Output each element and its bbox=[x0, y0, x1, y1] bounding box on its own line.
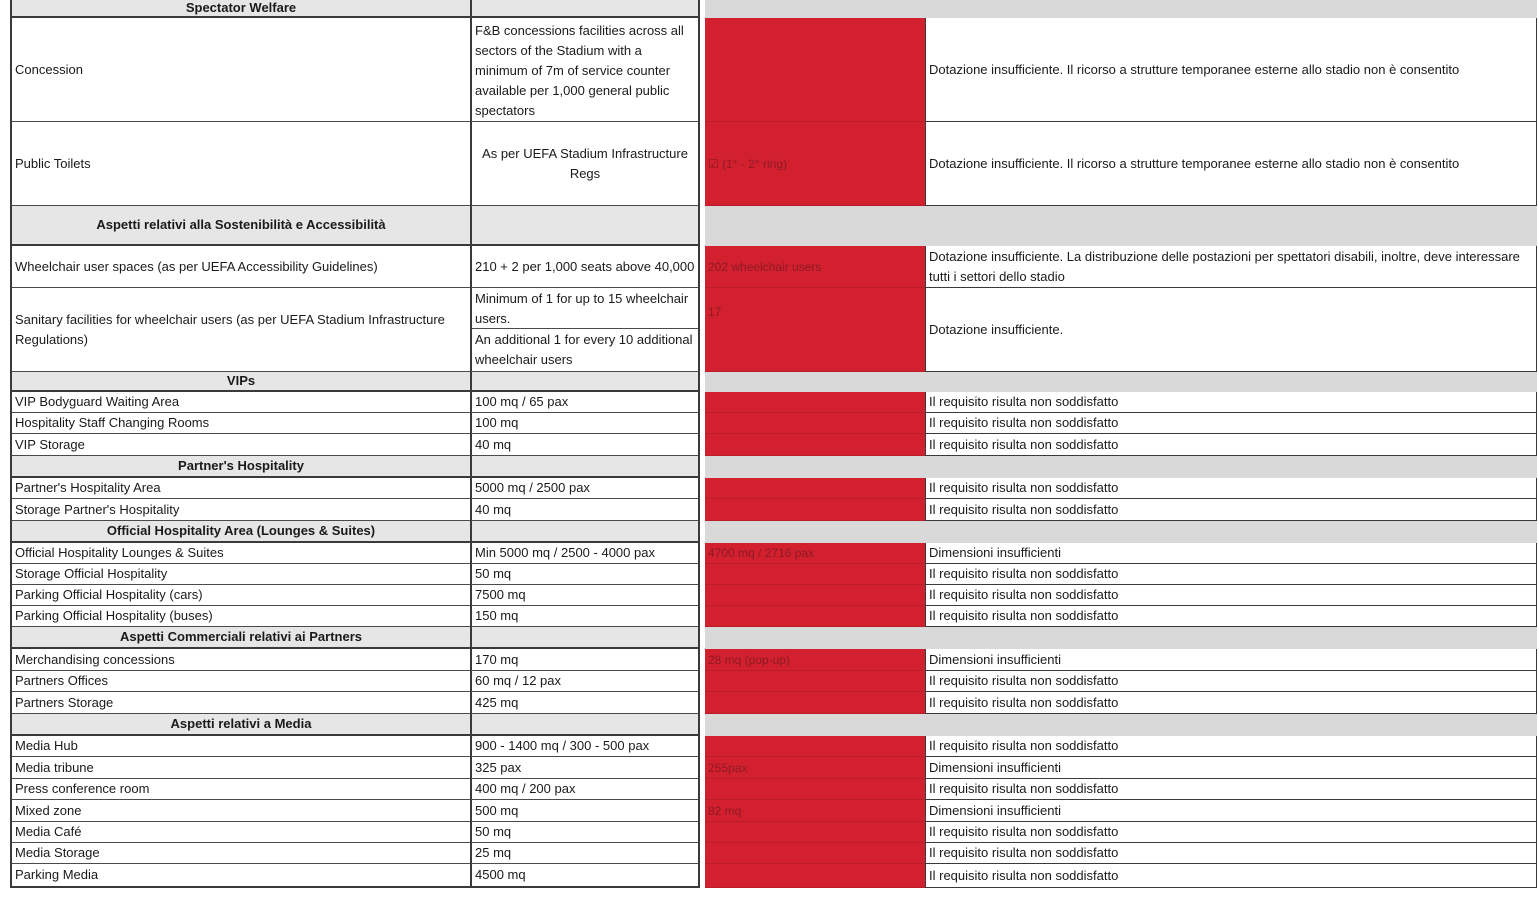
row-comment: Il requisito risulta non soddisfatto bbox=[925, 392, 1537, 413]
section-title: Aspetti relativi alla Sostenibilità e Accessibilità bbox=[10, 206, 470, 246]
section-blank bbox=[470, 372, 700, 392]
section-title: Partner's Hospitality bbox=[10, 456, 470, 478]
row-comment: Il requisito risulta non soddisfatto bbox=[925, 864, 1537, 888]
row-requirement: 425 mq bbox=[470, 692, 700, 714]
row-requirement: 5000 mq / 2500 pax bbox=[470, 478, 700, 499]
row-comment: Il requisito risulta non soddisfatto bbox=[925, 779, 1537, 800]
row-evaluation: ☑ (1° - 2° ring) bbox=[705, 122, 925, 206]
row-label: Partners Offices bbox=[10, 671, 470, 692]
row-comment: Dotazione insufficiente. bbox=[925, 288, 1537, 372]
table-row-mixed-zone bbox=[0, 800, 1539, 822]
row-label: Media Storage bbox=[10, 843, 470, 864]
section-blank bbox=[470, 0, 700, 18]
table-row-media-cafe bbox=[0, 822, 1539, 843]
table-row-vip-storage bbox=[0, 434, 1539, 456]
row-label: VIP Storage bbox=[10, 434, 470, 456]
table-row-media-hub bbox=[0, 736, 1539, 757]
row-comment: Il requisito risulta non soddisfatto bbox=[925, 564, 1537, 585]
row-evaluation bbox=[705, 392, 925, 413]
table-row-hospitality-staff bbox=[0, 413, 1539, 434]
table-row-partner-storage bbox=[0, 499, 1539, 521]
row-requirement: 100 mq bbox=[470, 413, 700, 434]
row-label: Press conference room bbox=[10, 779, 470, 800]
table-row-media-tribune bbox=[0, 757, 1539, 779]
section-title: Official Hospitality Area (Lounges & Suites) bbox=[10, 521, 470, 543]
row-requirement: F&B concessions facilities across all sectors of the Stadium with a minimum of 7m of service counter available per 1,000 general public spectators bbox=[470, 18, 700, 122]
row-comment: Dimensioni insufficienti bbox=[925, 543, 1537, 564]
row-label: Storage Partner's Hospitality bbox=[10, 499, 470, 521]
row-label: Mixed zone bbox=[10, 800, 470, 822]
row-label: Parking Media bbox=[10, 864, 470, 888]
row-evaluation: 82 mq bbox=[705, 800, 925, 822]
table-row-press-conference bbox=[0, 779, 1539, 800]
row-comment: Il requisito risulta non soddisfatto bbox=[925, 478, 1537, 499]
table-row-wheelchair-spaces bbox=[0, 246, 1539, 288]
section-gap bbox=[705, 372, 1537, 392]
row-requirement: 40 mq bbox=[470, 434, 700, 456]
row-evaluation bbox=[705, 843, 925, 864]
row-comment: Il requisito risulta non soddisfatto bbox=[925, 413, 1537, 434]
row-requirement: 60 mq / 12 pax bbox=[470, 671, 700, 692]
row-evaluation bbox=[705, 671, 925, 692]
row-comment: Dotazione insufficiente. La distribuzione delle postazioni per spettatori disabili, inoltre, deve interessare tutti i settori dello stadio bbox=[925, 246, 1537, 288]
row-comment: Il requisito risulta non soddisfatto bbox=[925, 585, 1537, 606]
row-requirement: 500 mq bbox=[470, 800, 700, 822]
section-title: VIPs bbox=[10, 372, 470, 392]
row-evaluation bbox=[705, 736, 925, 757]
section-title: Aspetti Commerciali relativi ai Partners bbox=[10, 627, 470, 649]
row-comment: Il requisito risulta non soddisfatto bbox=[925, 692, 1537, 714]
table-row-parking-cars bbox=[0, 585, 1539, 606]
table-row-partners-offices bbox=[0, 671, 1539, 692]
row-requirement: 900 - 1400 mq / 300 - 500 pax bbox=[470, 736, 700, 757]
row-requirement: 400 mq / 200 pax bbox=[470, 779, 700, 800]
table-row-concession bbox=[0, 18, 1539, 122]
row-label: Media Hub bbox=[10, 736, 470, 757]
section-blank bbox=[470, 714, 700, 736]
row-evaluation bbox=[705, 478, 925, 499]
row-label: Parking Official Hospitality (cars) bbox=[10, 585, 470, 606]
table-row-sanitary bbox=[0, 288, 1539, 372]
row-evaluation bbox=[705, 434, 925, 456]
table-row-parking-buses bbox=[0, 606, 1539, 627]
row-evaluation bbox=[705, 822, 925, 843]
row-comment: Dimensioni insufficienti bbox=[925, 800, 1537, 822]
row-evaluation bbox=[705, 564, 925, 585]
row-requirement: 50 mq bbox=[470, 822, 700, 843]
row-comment: Il requisito risulta non soddisfatto bbox=[925, 822, 1537, 843]
row-comment: Il requisito risulta non soddisfatto bbox=[925, 434, 1537, 456]
row-label: Storage Official Hospitality bbox=[10, 564, 470, 585]
row-comment: Il requisito risulta non soddisfatto bbox=[925, 499, 1537, 521]
table-row-official-lounges bbox=[0, 543, 1539, 564]
row-evaluation: 202 wheelchair users bbox=[705, 246, 925, 288]
section-gap bbox=[705, 627, 1537, 649]
row-label: Media tribune bbox=[10, 757, 470, 779]
section-title: Aspetti relativi a Media bbox=[10, 714, 470, 736]
section-commercial bbox=[0, 627, 1539, 649]
row-requirement: Min 5000 mq / 2500 - 4000 pax bbox=[470, 543, 700, 564]
section-partners-hospitality bbox=[0, 456, 1539, 478]
row-evaluation bbox=[705, 499, 925, 521]
row-evaluation bbox=[705, 864, 925, 888]
row-requirement bbox=[470, 288, 700, 372]
section-gap bbox=[705, 0, 1537, 18]
row-evaluation bbox=[705, 779, 925, 800]
row-requirement: 25 mq bbox=[470, 843, 700, 864]
row-label: Media Café bbox=[10, 822, 470, 843]
table-row-partners-storage bbox=[0, 692, 1539, 714]
requirement-part-2: An additional 1 for every 10 additional wheelchair users bbox=[475, 332, 693, 367]
row-comment: Dotazione insufficiente. Il ricorso a strutture temporanee esterne allo stadio non è consentito bbox=[925, 122, 1537, 206]
section-title: Spectator Welfare bbox=[10, 0, 470, 18]
row-label: Parking Official Hospitality (buses) bbox=[10, 606, 470, 627]
row-label: Hospitality Staff Changing Rooms bbox=[10, 413, 470, 434]
section-blank bbox=[470, 456, 700, 478]
row-evaluation: 255pax bbox=[705, 757, 925, 779]
row-requirement: 7500 mq bbox=[470, 585, 700, 606]
row-requirement: 40 mq bbox=[470, 499, 700, 521]
row-label: Wheelchair user spaces (as per UEFA Accessibility Guidelines) bbox=[10, 246, 470, 288]
row-comment: Il requisito risulta non soddisfatto bbox=[925, 736, 1537, 757]
row-evaluation: 28 mq (pop-up) bbox=[705, 649, 925, 671]
row-evaluation: 17 bbox=[705, 288, 925, 372]
row-label: Partners Storage bbox=[10, 692, 470, 714]
section-blank bbox=[470, 521, 700, 543]
section-gap bbox=[705, 521, 1537, 543]
row-comment: Dimensioni insufficienti bbox=[925, 757, 1537, 779]
row-label: Partner's Hospitality Area bbox=[10, 478, 470, 499]
row-requirement: 210 + 2 per 1,000 seats above 40,000 bbox=[470, 246, 700, 288]
table-row-vip-bodyguard bbox=[0, 392, 1539, 413]
row-label: Concession bbox=[10, 18, 470, 122]
row-label: Sanitary facilities for wheelchair users (as per UEFA Stadium Infrastructure Regulations) bbox=[10, 288, 470, 372]
section-media bbox=[0, 714, 1539, 736]
table-row-merchandising bbox=[0, 649, 1539, 671]
row-label: Public Toilets bbox=[10, 122, 470, 206]
section-gap bbox=[705, 714, 1537, 736]
table-row-public-toilets bbox=[0, 122, 1539, 206]
table-row-parking-media bbox=[0, 864, 1539, 888]
row-requirement: As per UEFA Stadium Infrastructure Regs bbox=[470, 122, 700, 206]
row-requirement: 170 mq bbox=[470, 649, 700, 671]
section-sustainability bbox=[0, 206, 1539, 246]
table-row-media-storage bbox=[0, 843, 1539, 864]
row-comment: Dotazione insufficiente. Il ricorso a strutture temporanee esterne allo stadio non è consentito bbox=[925, 18, 1537, 122]
row-comment: Il requisito risulta non soddisfatto bbox=[925, 606, 1537, 627]
section-gap bbox=[705, 456, 1537, 478]
row-comment: Dimensioni insufficienti bbox=[925, 649, 1537, 671]
row-comment: Il requisito risulta non soddisfatto bbox=[925, 671, 1537, 692]
section-official-hospitality bbox=[0, 521, 1539, 543]
row-evaluation bbox=[705, 585, 925, 606]
section-blank bbox=[470, 627, 700, 649]
table-row-official-storage bbox=[0, 564, 1539, 585]
row-evaluation: 4700 mq / 2716 pax bbox=[705, 543, 925, 564]
row-evaluation bbox=[705, 692, 925, 714]
requirement-part-1: Minimum of 1 for up to 15 wheelchair users. bbox=[472, 288, 698, 329]
section-gap bbox=[705, 206, 1537, 246]
row-requirement: 100 mq / 65 pax bbox=[470, 392, 700, 413]
row-comment: Il requisito risulta non soddisfatto bbox=[925, 843, 1537, 864]
row-label: Official Hospitality Lounges & Suites bbox=[10, 543, 470, 564]
section-spectator-welfare bbox=[0, 0, 1539, 18]
row-evaluation bbox=[705, 413, 925, 434]
row-requirement: 50 mq bbox=[470, 564, 700, 585]
row-label: Merchandising concessions bbox=[10, 649, 470, 671]
row-requirement: 4500 mq bbox=[470, 864, 700, 888]
row-evaluation bbox=[705, 18, 925, 122]
row-evaluation bbox=[705, 606, 925, 627]
row-label: VIP Bodyguard Waiting Area bbox=[10, 392, 470, 413]
section-vips bbox=[0, 372, 1539, 392]
section-blank bbox=[470, 206, 700, 246]
table-row-partner-hospitality-area bbox=[0, 478, 1539, 499]
row-requirement: 325 pax bbox=[470, 757, 700, 779]
row-requirement: 150 mq bbox=[470, 606, 700, 627]
